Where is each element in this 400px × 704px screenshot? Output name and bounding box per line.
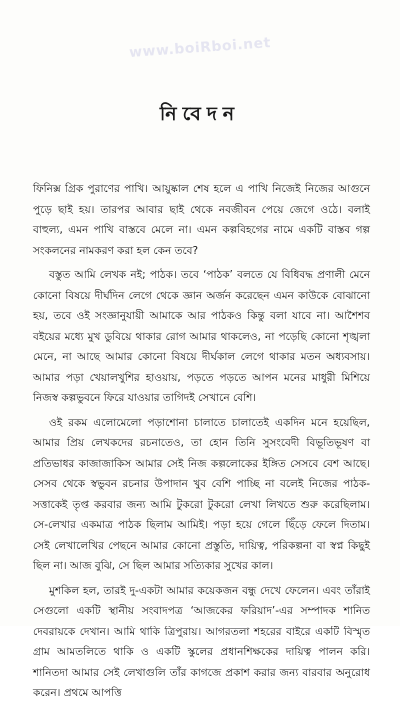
paragraph-3: ওই রকম এলোমেলো পড়াশোনা চালাতে চালাতেই একদিন মনে হয়েছিল, আমার প্রিয় লেখকদের রচনাতেও, তা হোন তিনি সুসংবেদী বিভূতিভূষণ বা প্রতিভাধর কাজাজাকিস আমার সেই নিজ কল্পলোকের ইঙ্গিত সেসবে বেশ আছে। সেসব থেকে স্বভুবন রচনার উপাদান খুব বেশি পাচ্ছি না বলেই নিজের পাঠক-সত্তাকেই তৃপ্ত করবার জন্য আমি টুকরো টুকরো লেখা লিখতে শুরু করেছিলাম। সে-লেখার একমাত্র পাঠক ছিলাম আমিই। পড়া হয়ে গেলে ছিঁড়ে ফেলে দিতাম। সেই লেখালেখির পেছনে আমার কোনো প্রস্তুতি, দায়িত্ব, পরিকল্পনা বা স্বপ্ন কিছুই ছিল না। আজ বুঝি, সে ছিল আমার সত্যিকার সুখের কাল। — [33, 416, 370, 572]
paragraph-2: বস্তুত আমি লেখক নই; পাঠক। তবে ‘পাঠক’ বলতে যে বিধিবদ্ধ প্রণালী মেনে কোনো বিষয়ে দীর্ঘদিন লেগে থেকে জ্ঞান অর্জন করেছেন এমন কাউকে বোঝানো হয়, তবে ওই সংজ্ঞানুযায়ী আমাকে আর পাঠকও কিন্তু বলা যাবে না। আশৈশব বইয়ের মধ্যে মুখ ডুবিয়ে থাকার রোগ আমার থাকলেও, না পড়েছি কোনো শৃঙ্খলা মেনে, না আছে আমার কোনো বিষয়ে দীর্ঘকাল লেগে থাকার মতন অধ্যবসায়। আমার পড়া খেয়ালখুশির হাওয়ায়, পড়তে পড়তে আপন মনের মাধুরী মিশিয়ে নিজস্ব কল্পভুবনে ফিরে যাওয়ার তাগিদই সেখানে বেশি। — [33, 269, 370, 404]
paragraph-4: মুশকিল হল, তারই দু-একটা আমার কয়েকজন বন্ধু দেখে ফেলেন। এবং তাঁরাই সেগুলো একটি স্থানীয় সংবাদপত্র ‘আজকের ফরিয়াদ’-এর সম্পাদক শানিত দেবরায়কে দেখান। আমি থাকি ত্রিপুরায়। আগরতলা শহরের বাইরে একটি বিস্মৃত গ্রাম আমতলিতে থাকি ও একটি স্কুলের প্রধানশিক্ষকের দায়িত্ব পালন করি। শানিতদা আমার সেই লেখাগুলি তাঁর কাগজে প্রকাশ করার জন্য বারবার অনুরোধ করেন। প্রথমে আপত্তি — [33, 584, 370, 699]
page-bottom-edge — [0, 618, 400, 626]
page-title: নিবেদন — [159, 103, 241, 125]
watermark: www.boiRboi.net — [128, 35, 272, 61]
paragraph-1: ফিনিক্স গ্রিক পুরাণের পাখি। আয়ুষ্কাল শেষ হলে এ পাখি নিজেই নিজের আগুনে পুড়ে ছাই হয়। তারপর আবার ছাই থেকে নবজীবন পেয়ে জেগে ওঠে। বলাই বাহুল্য, এমন পাখি বাস্তবে মেলে না। এমন কল্পবিহগের নামে একটি বাস্তব গল্প সংকলনের নামকরণ করা হল কেন তবে? — [33, 183, 370, 257]
